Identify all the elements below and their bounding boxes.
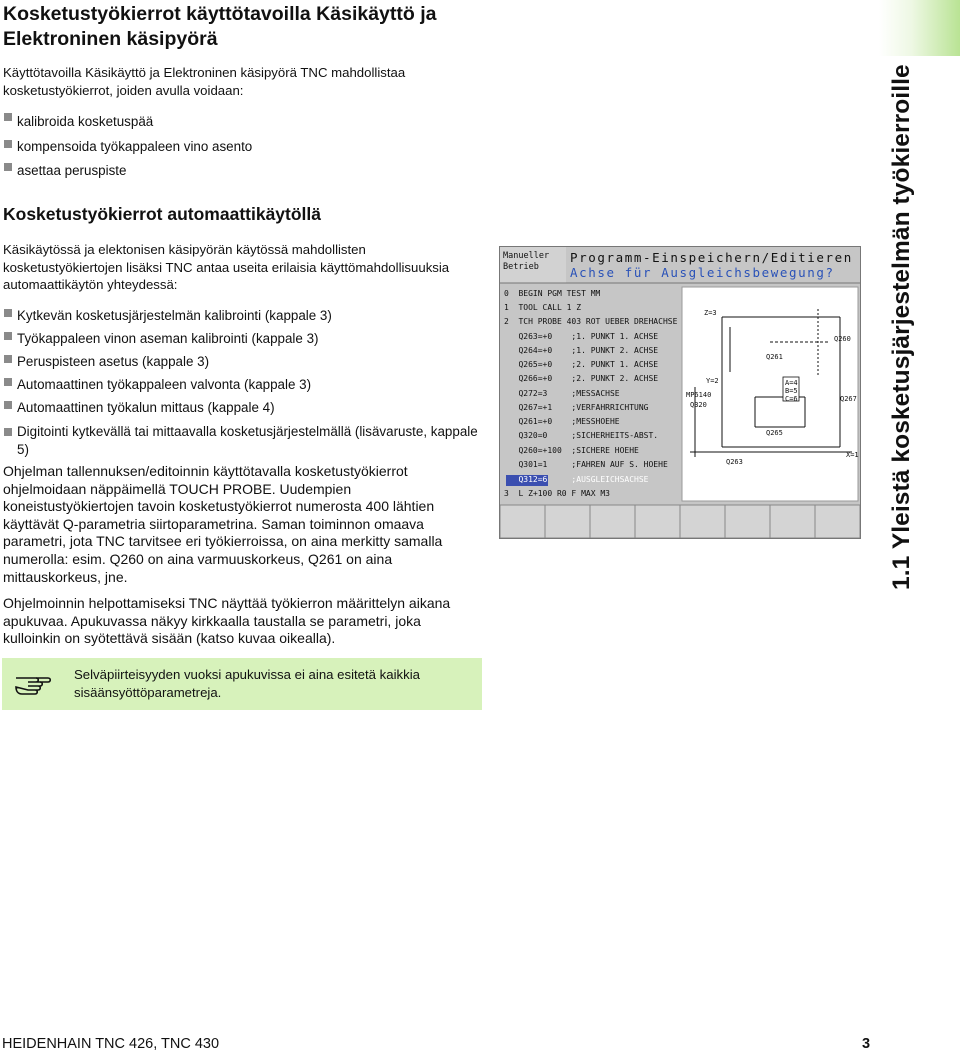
graphic-label: Q265: [766, 429, 783, 437]
program-line: Q266=+0 ;2. PUNKT 2. ACHSE: [504, 374, 659, 383]
screen-title: Programm-Einspeichern/Editieren: [570, 250, 853, 265]
list-item: asettaa peruspiste: [3, 158, 473, 183]
page-number: 3: [862, 1036, 871, 1052]
screen-mode-label: Manueller: [503, 251, 550, 261]
chapter-tab: [879, 0, 960, 56]
list-item: Automaattinen työkalun mittaus (kappale 4): [3, 396, 481, 419]
graphic-label: Q261: [766, 353, 783, 361]
program-line: Q260=+100 ;SICHERE HOEHE: [504, 446, 639, 455]
program-line: Q312=6 ;AUSGLEICHSACHSE: [504, 475, 649, 484]
graphic-label: Y=2: [706, 377, 719, 385]
softkey-bar: [500, 505, 860, 538]
section-heading: Kosketustyökierrot automaattikäytöllä: [3, 204, 322, 224]
program-line: Q264=+0 ;1. PUNKT 2. ACHSE: [504, 346, 659, 355]
program-line: 2 TCH PROBE 403 ROT UEBER DREHACHSE: [504, 317, 678, 326]
list-item: Peruspisteen asetus (kappale 3): [3, 350, 481, 373]
graphic-label: Q320: [690, 401, 707, 409]
footer-product: HEIDENHAIN TNC 426, TNC 430: [2, 1036, 220, 1052]
page-heading: Kosketustyökierrot käyttötavoilla Käsikäyttö ja Elektroninen käsipyörä: [3, 3, 437, 50]
help-graphic-paragraph: Ohjelmoinnin helpottamiseksi TNC näyttää työkierron määrittelyn aikana apukuvaa. Apukuvassa näkyy kirkkaalla taustalla se parametri, joka kulloinkin on syötettävä sisään (katso kuvaa oikealla).: [3, 595, 451, 647]
program-line: 0 BEGIN PGM TEST MM: [504, 289, 601, 298]
program-line: 1 TOOL CALL 1 Z: [504, 303, 582, 312]
list-item: Digitointi kytkevällä tai mittaavalla kosketusjärjestelmällä (lisävaruste, kappale 5): [3, 423, 481, 458]
graphic-label: Q260: [834, 335, 851, 343]
graphic-label: A=4: [785, 379, 798, 387]
screen-prompt: Achse für Ausgleichsbewegung?: [570, 265, 835, 280]
program-line: Q263=+0 ;1. PUNKT 1. ACHSE: [504, 332, 659, 341]
list-item: Kytkevän kosketusjärjestelmän kalibrointi (kappale 3): [3, 304, 481, 327]
graphic-label: B=5: [785, 387, 798, 395]
program-line: 3 L Z+100 R0 F MAX M3: [504, 489, 610, 498]
screen-mode-label: Betrieb: [503, 262, 539, 272]
program-line: Q301=1 ;FAHREN AUF S. HOEHE: [504, 460, 668, 469]
program-line: Q320=0 ;SICHERHEITS-ABST.: [504, 431, 659, 440]
list-item: Työkappaleen vinon aseman kalibrointi (kappale 3): [3, 327, 481, 350]
pointing-hand-icon: [14, 670, 52, 696]
touch-probe-paragraph: Ohjelman tallennuksen/editoinnin käyttötavalla kosketustyökierrot ohjelmoidaan näppäimellä TOUCH PROBE. Uudempien koneistustyökiertojen tavoin kosketustyökierrot numerosta 400 lähtien käyttävät Q-parametria siirtoparametrina. Saman toiminnon omaava parametri, jota TNC tarvitsee eri työkierroissa, on aina merkitty samalla numerolla: esim. Q260 on aina varmuuskorkeus, Q261 on aina mittauskorkeus, jne.: [3, 463, 443, 585]
list-item: kompensoida työkappaleen vino asento: [3, 135, 473, 158]
list-item: Automaattinen työkappaleen valvonta (kappale 3): [3, 373, 481, 396]
note-box: [2, 658, 482, 710]
note-text: Selväpiirteisyyden vuoksi apukuvissa ei aina esitetä kaikkia sisäänsyöttöparametreja.: [74, 667, 420, 700]
program-line: Q261=+0 ;MESSHOEHE: [504, 417, 620, 426]
graphic-label: C=6: [785, 395, 798, 403]
program-line: Q267=+1 ;VERFAHRRICHTUNG: [504, 403, 649, 412]
automatic-intro-text: Käsikäytössä ja elektonisen käsipyörän käytössä mahdollisten kosketustyökiertojen lisäksi TNC antaa useita erilaisia käyttömahdollisuuksia automaattikäytön yhteydessä:: [3, 242, 450, 292]
intro-text: Käyttötavoilla Käsikäyttö ja Elektroninen käsipyörä TNC mahdollistaa kosketustyökierrot, joiden avulla voidaan:: [3, 65, 406, 98]
list-item: kalibroida kosketuspää: [3, 108, 473, 135]
chapter-side-title: 1.1 Yleistä kosketusjärjestelmän työkierroille: [888, 64, 915, 590]
graphic-label: X=1: [846, 451, 859, 459]
program-line: Q272=3 ;MESSACHSE: [504, 389, 620, 398]
program-line: Q265=+0 ;2. PUNKT 1. ACHSE: [504, 360, 659, 369]
tnc-help-screenshot: [499, 246, 861, 539]
graphic-label: Q263: [726, 458, 743, 466]
bullet-list-manual: [3, 108, 473, 183]
graphic-label: MP6140: [686, 391, 712, 399]
bullet-list-automatic: [3, 304, 481, 458]
graphic-label: Q267: [840, 395, 857, 403]
graphic-label: Z=3: [704, 309, 717, 317]
